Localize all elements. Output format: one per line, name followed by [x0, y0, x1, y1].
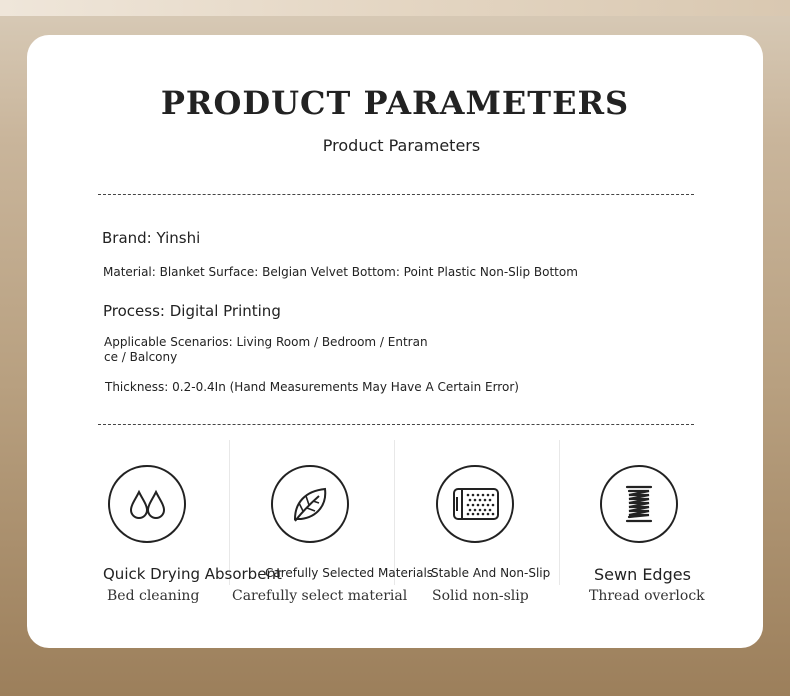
feature-title-sewn-edges: Sewn Edges — [594, 565, 691, 584]
process-text: Process: Digital Printing — [103, 302, 281, 320]
spring-coil-icon — [600, 465, 678, 543]
leaf-icon — [271, 465, 349, 543]
feature-title-non-slip: Stable And Non-Slip — [431, 566, 551, 580]
page-title: PRODUCT PARAMETERS — [160, 84, 630, 122]
scenarios-text-line2: ce / Balcony — [104, 350, 178, 364]
feature-title-quick-drying: Quick Drying Absorbent — [103, 565, 282, 583]
divider-bottom — [98, 424, 694, 425]
feature-subtitle-quick-drying: Bed cleaning — [107, 588, 200, 604]
scenarios-text-line1: Applicable Scenarios: Living Room / Bedroom / Entran — [104, 335, 428, 349]
material-text: Material: Blanket Surface: Belgian Velvet Bottom: Point Plastic Non-Slip Bottom — [103, 265, 578, 279]
feature-subtitle-non-slip: Solid non-slip — [432, 588, 529, 604]
feature-separator — [229, 440, 230, 585]
page-subtitle: Product Parameters — [322, 136, 481, 155]
feature-subtitle-materials: Carefully select material — [232, 588, 408, 604]
brand-text: Brand: Yinshi — [102, 229, 201, 247]
feature-separator — [394, 440, 395, 585]
feature-separator — [559, 440, 560, 585]
background-photo-strip — [0, 0, 790, 16]
non-slip-texture-icon — [436, 465, 514, 543]
thickness-text: Thickness: 0.2-0.4In (Hand Measurements May Have A Certain Error) — [105, 380, 519, 394]
feature-title-materials: Carefully Selected Materials — [265, 566, 434, 580]
water-drops-icon — [108, 465, 186, 543]
feature-subtitle-sewn-edges: Thread overlock — [589, 588, 705, 604]
divider-top — [98, 194, 694, 195]
